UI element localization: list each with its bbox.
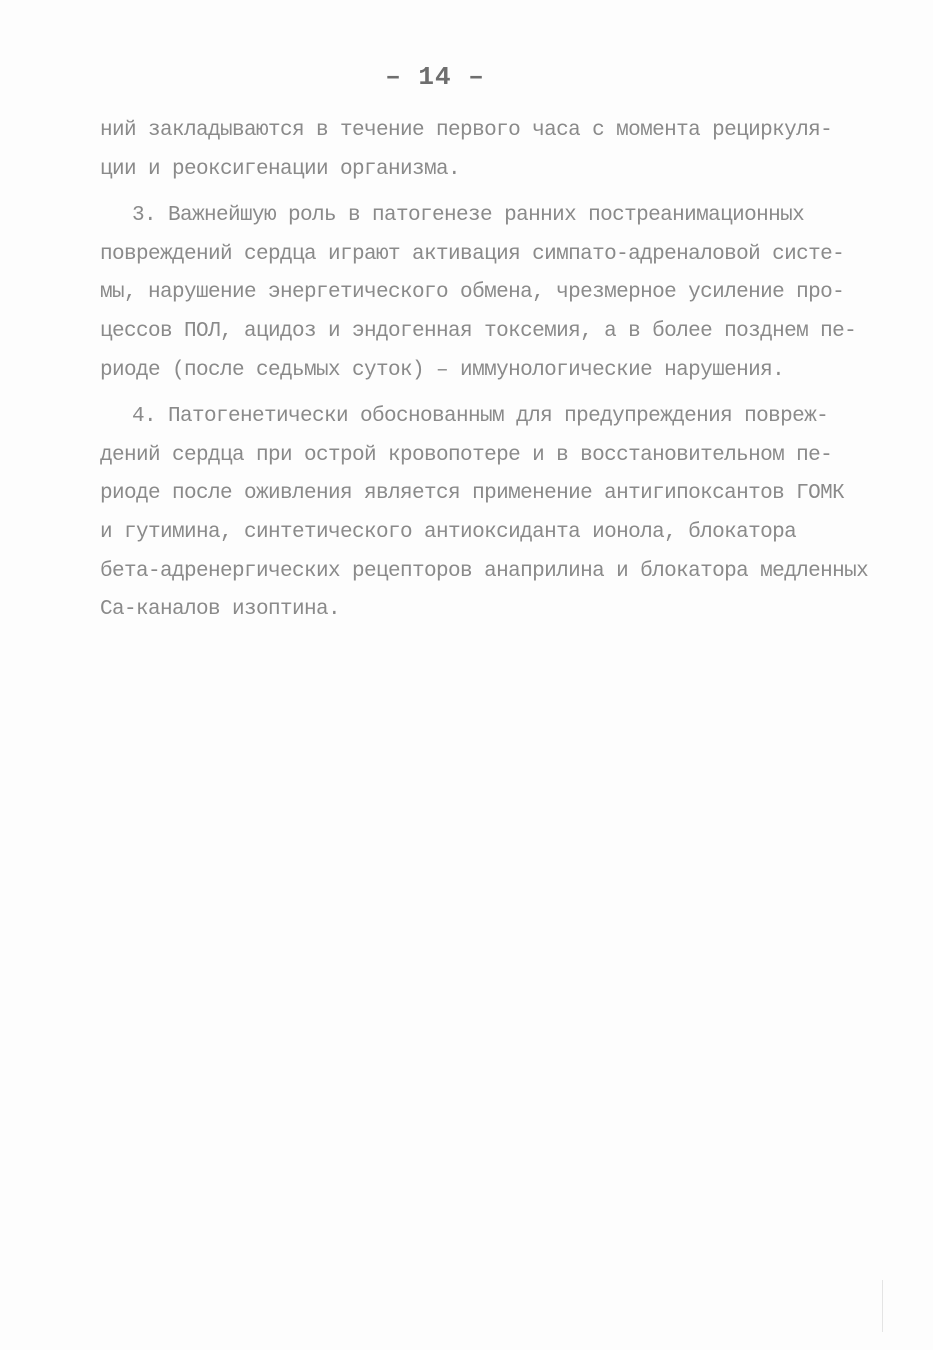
text-line: Са-каналов изоптина. bbox=[100, 598, 341, 622]
scan-edge-mark bbox=[882, 1280, 883, 1332]
text-line: мы, нарушение энергетического обмена, чрезмерное усиление про- bbox=[100, 281, 845, 305]
paragraph-4 bbox=[100, 398, 869, 630]
text-line: цессов ПОЛ, ацидоз и эндогенная токсемия, а в более позднем пе- bbox=[100, 319, 857, 343]
page-number: – 14 – bbox=[385, 62, 485, 92]
text-line: 3. Важнейшую роль в патогенезе ранних постреанимационных bbox=[132, 204, 805, 228]
text-line: ний закладываются в течение первого часа с момента рециркуля- bbox=[100, 119, 833, 142]
text-line: ции и реоксигенации организма. bbox=[100, 157, 461, 181]
text-line: бета-адренергических рецепторов анаприлина и блокатора медленных bbox=[100, 559, 869, 583]
text-line: риоде после оживления является применение антигипоксантов ГОМК bbox=[100, 482, 845, 506]
text-line: и гутимина, синтетического антиоксиданта ионола, блокатора bbox=[100, 520, 797, 544]
paragraph-3 bbox=[100, 197, 857, 390]
text-line: 4. Патогенетически обоснованным для предупреждения повреж- bbox=[132, 405, 829, 429]
text-line: риоде (после седьмых суток) – иммунологические нарушения. bbox=[100, 358, 785, 382]
text-line: повреждений сердца играют активация симпато-адреналовой систе- bbox=[100, 242, 845, 266]
paragraph-continuation bbox=[100, 112, 845, 189]
text-line: дений сердца при острой кровопотере и в восстановительном пе- bbox=[100, 443, 833, 467]
body-text bbox=[100, 112, 869, 630]
